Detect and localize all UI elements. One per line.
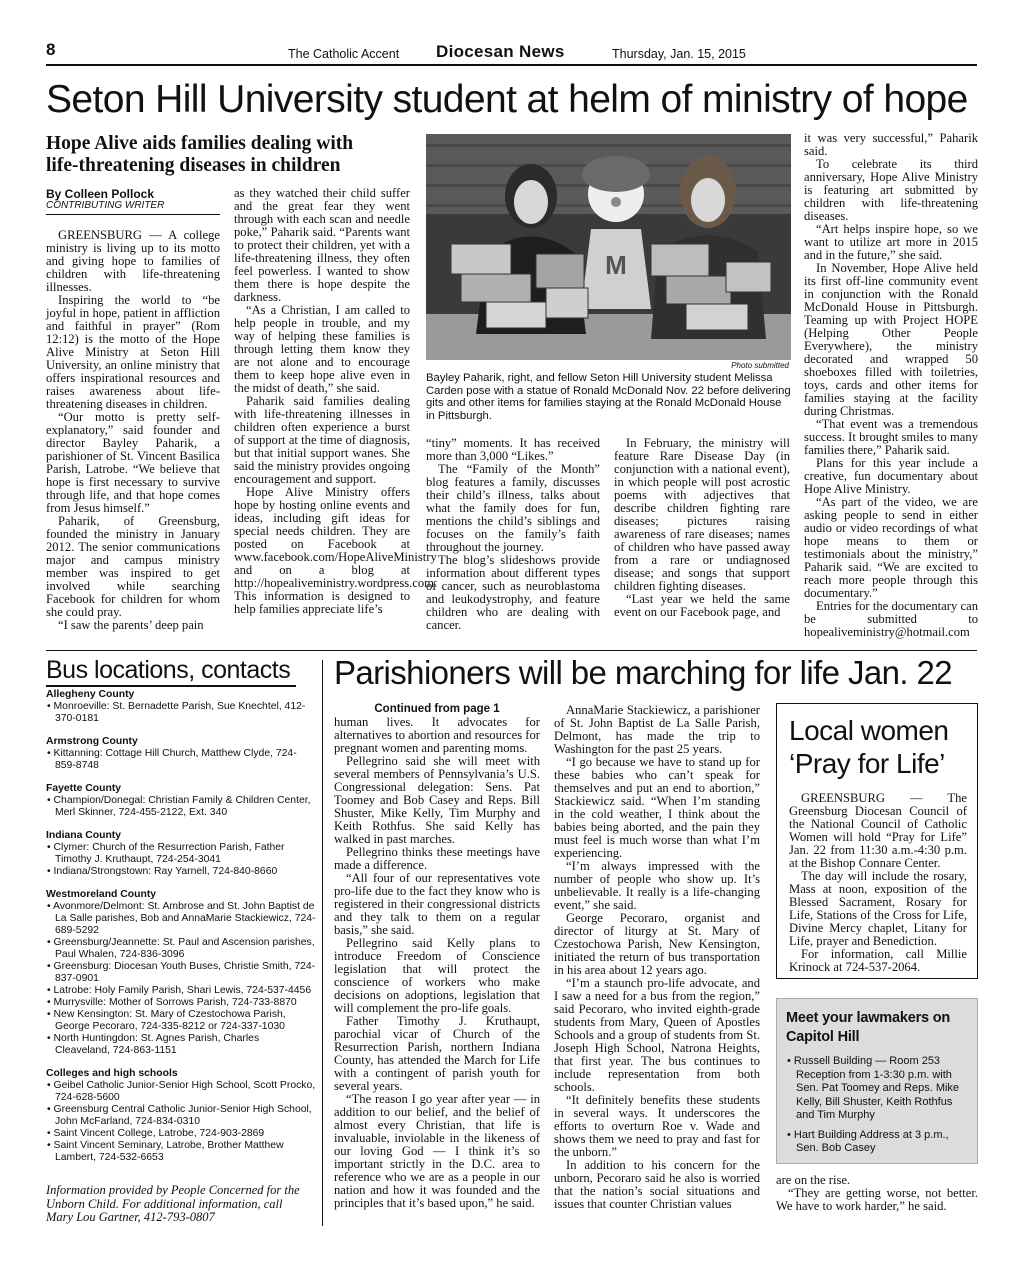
bus-list-item: • Champion/Donegal: Christian Family & Children Center, Merl Skinner, 724-455-2122, Ext. 340 (46, 795, 316, 819)
paragraph: Pellegrino thinks these meetings have made a difference. (334, 845, 540, 872)
story2-column-3 (776, 1174, 978, 1213)
issue-date: Thursday, Jan. 15, 2015 (612, 47, 746, 61)
paragraph: “The reason I go year after year — in addition to our belief, and the belief of almost every Christian, that life is invaluable, inviolable in the likeness of our loving God — I think it’s so important strictly in the D.C. area to reference who we are as a people in our nation and how it was founded and the principles that it’s based upon,” he said. (334, 1092, 540, 1210)
paragraph: “tiny” moments. It has received more than 3,000 “Likes.” (426, 436, 600, 463)
paragraph: GREENSBURG — A college ministry is living up to its motto and giving hope to families of children with life-threatening illnesses. (46, 228, 220, 294)
bus-list-item: • Murrysville: Mother of Sorrows Parish, 724-733-8870 (46, 997, 316, 1009)
paragraph: The “Family of the Month” blog features a family, discusses their child’s illness, talks about what the family does for fun, mentions the child’s siblings and focuses on the family’s faith throughout the journey. (426, 462, 600, 554)
bus-list (46, 795, 316, 819)
bus-list-item: • New Kensington: St. Mary of Czestochowa Parish, George Pecoraro, 724-335-8212 or 724-337-1030 (46, 1009, 316, 1033)
bus-list (46, 701, 316, 725)
bus-list-item: • Greensburg Central Catholic Junior-Senior High School, John McFarland, 724-834-0310 (46, 1104, 316, 1128)
lawmakers-item (786, 1055, 970, 1123)
subheadline (46, 133, 416, 177)
paragraph: “All four of our representatives vote pro-life due to the fact they know who is registered in their congressional districts and they talk to them on a regular basis,” she said. (334, 871, 540, 937)
subheadline-line-1: Hope Alive aids families dealing with (46, 133, 354, 154)
continued-label: Continued from page 1 (374, 703, 500, 715)
bus-list (46, 748, 316, 772)
page-number: 8 (46, 40, 56, 59)
bus-list-item: • Clymer: Church of the Resurrection Parish, Father Timothy J. Kruthaupt, 724-254-3041 (46, 842, 316, 866)
paragraph: “I saw the parents’ deep pain (58, 618, 204, 632)
story-divider (46, 650, 977, 651)
paragraph: To celebrate its third anniversary, Hope Alive Ministry is featuring art submitted by children with life-threatening diseases. (804, 157, 978, 223)
paragraph: “I go because we have to stand up for these babies who can’t speak for themselves and put an end to abortion,” Stackiewicz said. “When I’m standing in the cold weather, I think about the babies being aborted, and the pain they must feel is much worse than what I’m experiencing. (554, 755, 760, 860)
main-headline: Seton Hill University student at helm of ministry of hope (46, 78, 968, 121)
lawmakers-item (786, 1129, 970, 1156)
lawmakers-list (786, 1055, 970, 1156)
photo-illustration (426, 134, 791, 360)
bus-list (46, 1080, 316, 1164)
paragraph: human lives. It advocates for alternatives to abortion and resources for pregnant women and parenting moms. (334, 715, 540, 755)
local-women-headline-line-2: ‘Pray for Life’ (789, 748, 945, 779)
paragraph: The day will include the rosary, Mass at noon, exposition of the Blessed Sacrament, Rosary for Life, Stations of the Cross for Life, Divine Mercy chaplet, Litany for Life, prayer and Benediction. (789, 869, 967, 948)
paragraph: In February, the ministry will feature Rare Disease Day (in conjunction with a national event), in which people will post acrostic poems with adjectives that describe children fighting rare diseases; pictures raising awareness of rare diseases; names of children who have passed away from a rare or undiagnosed disease; and songs that support children fighting diseases. (614, 436, 790, 593)
bus-list-item: • Saint Vincent College, Latrobe, 724-903-2869 (46, 1128, 316, 1140)
bus-list-item: • Geibel Catholic Junior-Senior High School, Scott Procko, 724-628-5600 (46, 1080, 316, 1104)
paragraph: are on the rise. (776, 1173, 851, 1187)
paragraph: In November, Hope Alive held its first off-line community event in conjunction with the Ronald McDonald House in Pittsburgh. Teaming up with Project HOPE (Helping Other People Everywhere), the ministry decorated and wrapped 50 shoeboxes filled with toiletries, toys, cards and other items for families staying at the facility during Christmas. (804, 261, 978, 418)
story1-column-5 (804, 132, 978, 639)
lawmakers-title: Meet your lawmakers on Capitol Hill (786, 1010, 951, 1045)
paragraph: Entries for the documentary can be submitted to hopealiveministry@hotmail.com (804, 599, 978, 639)
paragraph: “As a Christian, I am called to help people in trouble, and my way of helping these families is through letting them know they are not alone and to encourage them to keep hope alive even in the midst of death,” she said. (234, 303, 410, 395)
photo (426, 134, 791, 360)
bus-list (46, 901, 316, 1057)
bus-headline: Bus locations, contacts (46, 656, 291, 684)
bus-list (46, 842, 316, 878)
bullet: • (787, 1055, 794, 1067)
story1-column-1 (46, 229, 220, 632)
bus-list-item: • Kittanning: Cottage Hill Church, Matthew Clyde, 724-859-8748 (46, 748, 316, 772)
paragraph: as they watched their child suffer and the great fear they went through with each scan and needle poke,” Paharik said. “Parents want to protect their children, yet with a life-threatening illness, they often feel powerless. I wanted to show them there is hope despite the darkness. (234, 186, 410, 304)
paragraph: Plans for this year include a creative, fun documentary about Hope Alive Ministry. (804, 456, 978, 496)
paper-name: The Catholic Accent (288, 47, 400, 61)
story2-column-2 (554, 704, 760, 1211)
story2-headline: Parishioners will be marching for life Jan. 22 (334, 654, 953, 691)
paragraph: “Last year we held the same event on our Facebook page, and (614, 592, 790, 619)
bus-list-item: • Greensburg: Diocesan Youth Buses, Christie Smith, 724-837-0901 (46, 961, 316, 985)
bus-listing (46, 678, 316, 1164)
county-heading: Westmoreland County (46, 889, 157, 900)
masthead-rule (46, 64, 977, 66)
paragraph: “I’m always impressed with the number of people who show up. It’s unbelievable. It really is a life-changing event,” she said. (554, 859, 760, 912)
bus-list-item: • North Huntingdon: St. Agnes Parish, Charles Cleaveland, 724-863-1151 (46, 1033, 316, 1057)
paragraph: Paharik said families dealing with life-threatening illnesses in children often experience a burst of support at the time of diagnosis, but that initial support wanes. She said the ministry provides ongoing encouragement and support. (234, 394, 410, 486)
paragraph: “They are getting worse, not better. We have to work harder,” he said. (776, 1186, 978, 1213)
byline-rule (46, 214, 220, 215)
paragraph: Inspiring the world to “be joyful in hope, patient in affliction and faithful in prayer” (Rom 12:12) is the motto of the Hope Alive Ministry at Seton Hill University, an online ministry that offers inspirational resources and raises awareness about life-threatening diseases in children. (46, 293, 220, 411)
local-women-headline-line-1: Local women (789, 715, 949, 746)
paragraph: The blog’s slideshows provide information about different types of cancer, such as neuroblastoma and leukodystrophy, and feature children who are dealing with cancer. (426, 553, 600, 632)
story1-column-2 (234, 186, 438, 616)
paragraph: “I’m a staunch pro-life advocate, and I saw a need for a bus from the region,” said Pecoraro, who invited eighth-grade students from Mary, Queen of Apostles Schools and a group of students from St. Joseph High School, Natrona Heights, that first year. The bus continues to include representation from both schools. (554, 976, 760, 1094)
photo-caption: Bayley Paharik, right, and fellow Seton Hill University student Melissa Carden pose with a statue of Ronald McDonald Nov. 22 before delivering gits and other items for families staying at the Ronald McDonald House in Pittsburgh. (426, 372, 791, 422)
paragraph: GREENSBURG — The Greensburg Diocesan Council of the National Council of Catholic Women will hold “Pray for Life” Jan. 22 from 11:30 a.m.-4:30 p.m. at the Bishop Connare Center. (789, 791, 967, 870)
paragraph: Paharik, of Greensburg, founded the ministry in January 2012. The senior communications major and campus ministry member was inspired to get involved while searching Facebook for children for whom she could pray. (46, 514, 220, 619)
paragraph: George Pecoraro, organist and director of liturgy at St. Mary of Czestochowa Parish, New Kensington, initiated the return of bus transportation in his area about 12 years ago. (554, 911, 760, 977)
county-heading: Allegheny County (46, 689, 135, 700)
bus-list-item: • Indiana/Strongstown: Ray Yarnell, 724-840-8660 (46, 866, 316, 878)
paragraph: For information, call Millie Krinock at 724-537-2064. (789, 947, 967, 974)
paragraph: In addition to his concern for the unborn, Pecoraro said he also is worried that the nation’s social situations and issues that counter Christian values (554, 1158, 760, 1211)
bullet: • (787, 1128, 794, 1141)
paragraph: Pellegrino said she will meet with several members of Pennsylvania’s U.S. Congressional delegation: Sens. Pat Toomey and Bob Casey and Reps. Bill Shuster, Mike Kelly, Tim Murphy and Keith Rothfus. She said Kelly has walked in past marches. (334, 754, 540, 846)
paragraph: “It definitely benefits these students in several ways. It underscores the efforts to overturn Roe v. Wade and shows them we need to pray and fast for the unborn.” (554, 1093, 760, 1159)
bus-list-item: • Avonmore/Delmont: St. Ambrose and St. John Baptist de La Salle parishes, Bob and AnnaMarie Stackiewicz, 724-689-5292 (46, 901, 316, 937)
local-women-headline (789, 714, 948, 780)
bus-list-item: • Greensburg/Jeannette: St. Paul and Ascension parishes, Paul Whalen, 724-836-3096 (46, 937, 316, 961)
subheadline-line-2: life-threatening diseases in children (46, 155, 341, 176)
lawmakers-box (776, 998, 978, 1164)
story1-column-3 (426, 437, 600, 632)
paragraph: Pellegrino said Kelly plans to introduce Freedom of Conscience legislation that will protect the conscience of workers who make decisions on adoptions, legislation that will complement the pro-life goals. (334, 936, 540, 1015)
lawmakers-item-text: Hart Building Address at 3 p.m., Sen. Bob Casey (793, 1128, 949, 1154)
paragraph: Hope Alive Ministry offers hope by hosting online events and ideas, including gift ideas for special needs children. They are posted on Facebook at www.facebook.com/HopeAliveMinistry and on a blog at http://hopealiveministry.wordpress.com. This information is designed to help families appreciate life’s (234, 485, 438, 616)
bus-list-item: • Saint Vincent Seminary, Latrobe, Brother Matthew Lambert, 724-532-6653 (46, 1140, 316, 1164)
local-women-body (789, 792, 967, 974)
bus-list-item: • Monroeville: St. Bernadette Parish, Sue Knechtel, 412-370-0181 (46, 701, 316, 725)
column-separator (322, 660, 323, 1226)
paragraph: AnnaMarie Stackiewicz, a parishioner of St. John Baptist de La Salle Parish, Delmont, has made the trip to Washington for the past 25 years. (554, 703, 760, 756)
paragraph: “That event was a tremendous success. It brought smiles to many families there,” Paharik said. (804, 417, 978, 457)
byline-title: CONTRIBUTING WRITER (46, 200, 165, 211)
byline: By Colleen Pollock (46, 187, 155, 201)
svg-text:M: M (605, 250, 627, 280)
county-heading: Fayette County (46, 783, 122, 794)
paragraph: “Art helps inspire hope, so we want to utilize art more in 2015 and in the future,” she said. (804, 222, 978, 262)
bus-list-item: • Latrobe: Holy Family Parish, Shari Lewis, 724-537-4456 (46, 985, 316, 997)
paragraph: “Our motto is pretty self-explanatory,” said founder and director Bayley Paharik, a parishioner of St. Vincent Basilica Parish, Latrobe. “We believe that hope is first necessary to survive through life, and that hope comes from Jesus himself.” (46, 410, 220, 515)
paragraph: Father Timothy J. Kruthaupt, parochial vicar of Church of the Resurrection Parish, northern Indiana County, has attended the March for Life with a contingent of parish youth for several years. (334, 1014, 540, 1093)
story2-column-1 (334, 716, 540, 1210)
paragraph: “As part of the video, we are asking people to send in either audio or video recordings of what hope means to them or testimonials about the ministry,” Paharik said. “We are excited to reach more people through this documentary.” (804, 495, 978, 600)
county-heading: Armstrong County (46, 736, 138, 747)
story1-column-4 (614, 437, 790, 619)
county-heading: Indiana County (46, 830, 122, 841)
paragraph: it was very successful,” Paharik said. (804, 131, 978, 158)
county-heading: Colleges and high schools (46, 1068, 178, 1079)
local-women-box (776, 703, 978, 979)
lawmakers-item-text: Russell Building — Room 253 Reception from 1-3:30 p.m. with Sen. Pat Toomey and Reps. Mike Kelly, Bill Shuster, Keith Rothfus and Tim Murphy (793, 1055, 960, 1121)
photo-credit: Photo submitted (731, 361, 789, 370)
section-name: Diocesan News (436, 42, 565, 61)
bus-footer-note: Information provided by People Concerned for the Unborn Child. For additional information, call Mary Lou Gartner, 412-793-0807 (46, 1183, 300, 1224)
